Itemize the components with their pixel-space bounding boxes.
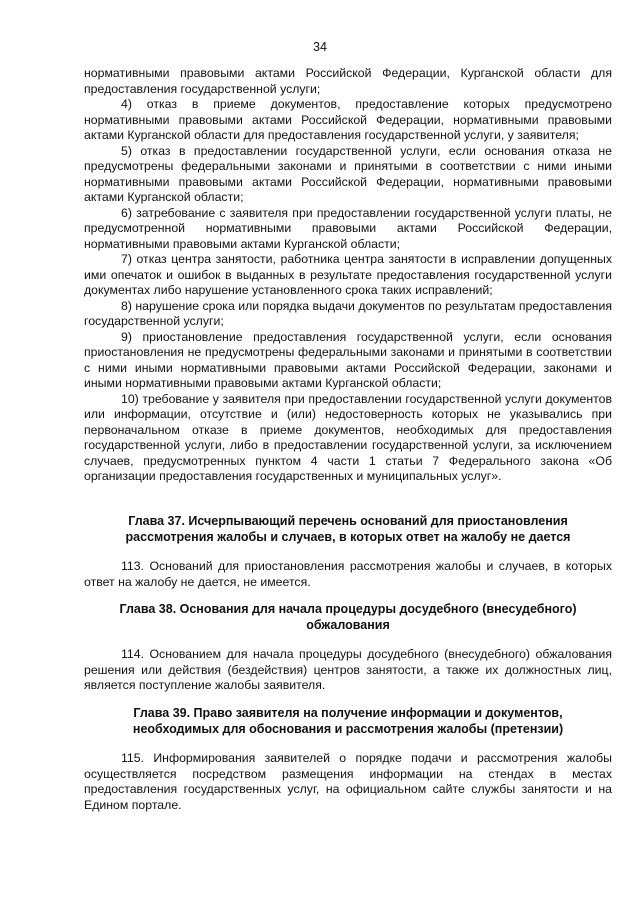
list-item-10: 10) требование у заявителя при предоставлении государственной услуги документов или информации, отсутствие и (или) недостоверность которых не указывались при первоначальном отказе в приеме документов, необходимых для предоставления государственной услуги, либо в предоставлении государственной услуги, за исключением случаев, предусмотренных пунктом 4 части 1 статьи 7 Федерального закона «Об организации предоставления государственных и муниципальных услуг». [84, 391, 612, 483]
chapter-37 [84, 514, 612, 590]
chapter-38 [84, 602, 612, 694]
chapter-37-heading-line1: Глава 37. Исчерпывающий перечень оснований для приостановления [128, 514, 568, 528]
paragraph-115: 115. Информирования заявителей о порядке подачи и рассмотрения жалобы осуществляется посредством размещения информации на стендах в местах предоставления государственных услуг, на официальном сайте службы занятости и на Едином портале. [84, 751, 612, 812]
list-item-6: 6) затребование с заявителя при предоставлении государственной услуги платы, не предусмотренной нормативными правовыми актами Российской Федерации, нормативными правовыми актами Курганской области; [84, 205, 612, 251]
chapter-39-heading-line1: Глава 39. Право заявителя на получение информации и документов, [133, 706, 563, 720]
list-item-9: 9) приостановление предоставления государственной услуги, если основания приостановления не предусмотрены федеральными законами и принятыми в соответствии с ними иными нормативными правовыми актами Российской Федерации, законами и иными нормативными правовыми актами Курганской области; [84, 329, 612, 390]
list-item-7: 7) отказ центра занятости, работника центра занятости в исправлении допущенных ими опечаток и ошибок в выданных в результате предоставления государственной услуги документах либо нарушение установленного срока таких исправлений; [84, 252, 612, 297]
chapter-37-heading [84, 514, 612, 545]
chapter-38-heading-line2: обжалования [306, 617, 390, 632]
paragraph-114: 114. Основанием для начала процедуры досудебного (внесудебного) обжалования решения или действия (бездействия) центров занятости, а также их должностных лиц, является поступление жалобы заявителя. [84, 647, 612, 692]
chapter-37-heading-line2: рассмотрения жалобы и случаев, в которых ответ на жалобу не дается [125, 529, 571, 544]
chapter-38-heading-line1: Глава 38. Основания для начала процедуры досудебного (внесудебного) [119, 602, 577, 616]
page-number: 34 [313, 40, 327, 54]
chapter-38-heading [84, 602, 612, 633]
chapter-39 [84, 706, 612, 813]
list-item-5: 5) отказ в предоставлении государственной услуги, если основания отказа не предусмотрены федеральными законами и принятыми в соответствии с ними иными нормативными правовыми актами Российской Федерации, нормативными правовыми актами Курганской области; [84, 143, 612, 204]
list-item-4: 4) отказ в приеме документов, предоставление которых предусмотрено нормативными правовыми актами Российской Федерации, нормативными правовыми актами Курганской области для предоставления государственной услуги, у заявителя; [84, 97, 612, 142]
paragraph-3-end: нормативными правовыми актами Российской Федерации, Курганской области для предоставления государственной услуги; [84, 66, 612, 96]
paragraph-113: 113. Оснований для приостановления рассмотрения жалобы и случаев, в которых ответ на жалобу не дается, не имеется. [84, 559, 612, 589]
chapter-39-heading [84, 706, 612, 737]
list-item-8: 8) нарушение срока или порядка выдачи документов по результатам предоставления государственной услуги; [84, 298, 612, 328]
chapter-39-heading-line2: необходимых для обоснования и рассмотрения жалобы (претензии) [132, 721, 564, 736]
list-continuation [84, 66, 612, 485]
